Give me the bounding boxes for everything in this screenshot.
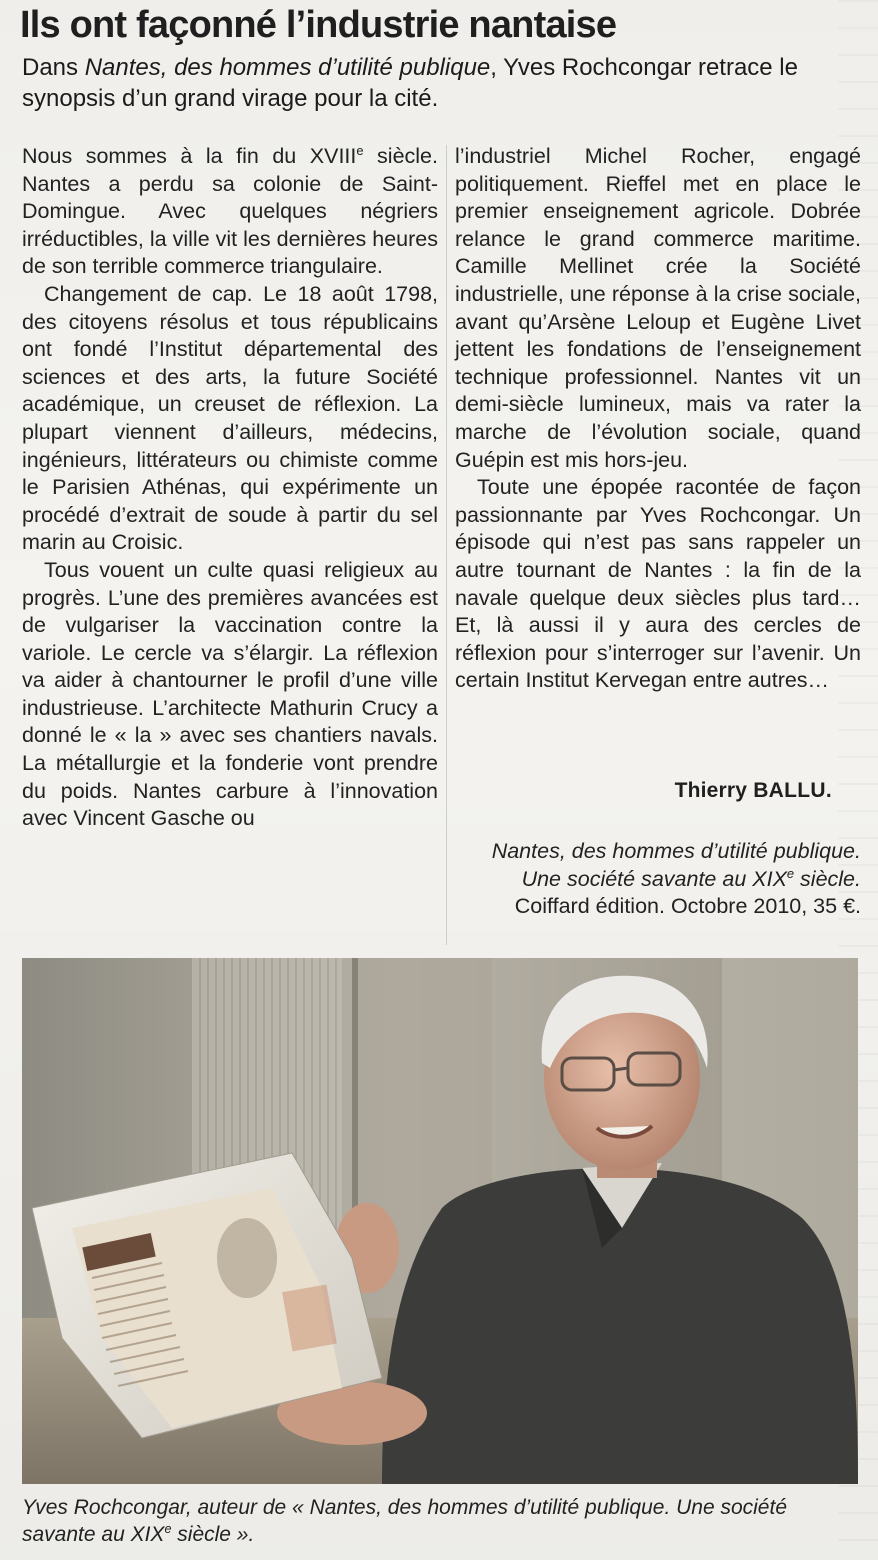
article-column-right	[455, 143, 861, 695]
photo-caption-b: siècle ».	[171, 1523, 255, 1546]
book-reference-title-a: Nantes, des hommes d’utilité publique. Une société savante au XIX	[491, 839, 861, 891]
lead-prefix: Dans	[22, 54, 85, 81]
photo-illustration	[22, 958, 858, 1484]
article-lead	[22, 52, 822, 114]
author-signature	[675, 779, 832, 803]
author-last-name: BALLU.	[753, 779, 832, 802]
photo-caption-superscript: e	[164, 1522, 172, 1536]
article-headline: Ils ont façonné l’industrie nantaise	[20, 4, 617, 46]
book-reference-details: Coiffard édition. Octobre 2010, 35 €.	[514, 894, 861, 919]
left-paragraph-1-a: Nous sommes à la fin du XVIII	[22, 144, 357, 168]
book-reference-title	[492, 839, 861, 891]
right-paragraph-2: Toute une épopée racontée de façon passionnante par Yves Rochcongar. Un épisode qui n’est pas sans rappeler un autre tournant de Nantes : la fin de la navale quelque deux siècles plus tard… Et, là aussi il y aura des cercles de réflexion pour s’interroger sur l’avenir. Un certain Institut Kervegan entre autres…	[455, 475, 861, 693]
left-paragraph-2: Changement de cap. Le 18 août 1798, des citoyens résolus et tous républicains ont fondé l’Institut départemental des sciences et des arts, la future Société académique, un creuset de réflexion. La plupart viennent d’ailleurs, médecins, ingénieurs, littérateurs ou chimiste comme le Parisien Athénas, qui expérimente un procédé d’extrait de soude à partir du sel marin au Croisic.	[22, 281, 438, 555]
article-photo	[22, 958, 858, 1484]
book-reference	[455, 838, 861, 921]
author-first-name: Thierry	[674, 779, 748, 802]
book-reference-superscript: e	[786, 865, 795, 881]
lead-suffix: , Yves Rochcongar retrace le synopsis d’un grand virage pour la cité.	[22, 54, 798, 112]
lead-book-title: Nantes, des hommes d’utilité publique	[84, 54, 491, 81]
right-paragraph-1: l’industriel Michel Rocher, engagé politiquement. Rieffel met en place le premier enseignement agricole. Dobrée relance le grand commerce maritime. Camille Mellinet crée la Société industrielle, une réponse à la crise sociale, avant qu’Arsène Leloup et Eugène Livet jettent les fondations de l’enseignement technique professionnel. Nantes vit un demi-siècle lumineux, mais va rater la marche de l’évolution sociale, quand Guépin est mis hors-jeu.	[455, 144, 861, 472]
left-paragraph-1	[22, 143, 438, 281]
column-divider	[446, 145, 447, 945]
photo-caption	[22, 1494, 858, 1548]
left-paragraph-1-b: siècle. Nantes a perdu sa colonie de Saint-Domingue. Avec quelques négriers irréductibles, la ville vit les dernières heures de son terrible commerce triangulaire.	[22, 144, 438, 279]
photo-caption-a: Yves Rochcongar, auteur de « Nantes, des hommes d’utilité publique. Une société savante au XIX	[22, 1496, 788, 1546]
book-reference-title-b: siècle.	[794, 866, 861, 891]
century-superscript: e	[356, 142, 364, 158]
left-paragraph-3: Tous vouent un culte quasi religieux au progrès. L’une des premières avancées est de vulgariser la vaccination contre la variole. Le cercle va s’élargir. La réflexion va aider à chantourner le profil d’une ville industrieuse. L’architecte Mathurin Crucy a donné le « la » avec ses chantiers navals. La métallurgie et la fonderie vont prendre du poids. Nantes carbure à l’innovation avec Vincent Gasche ou	[22, 557, 438, 831]
article-column-left	[22, 143, 438, 833]
